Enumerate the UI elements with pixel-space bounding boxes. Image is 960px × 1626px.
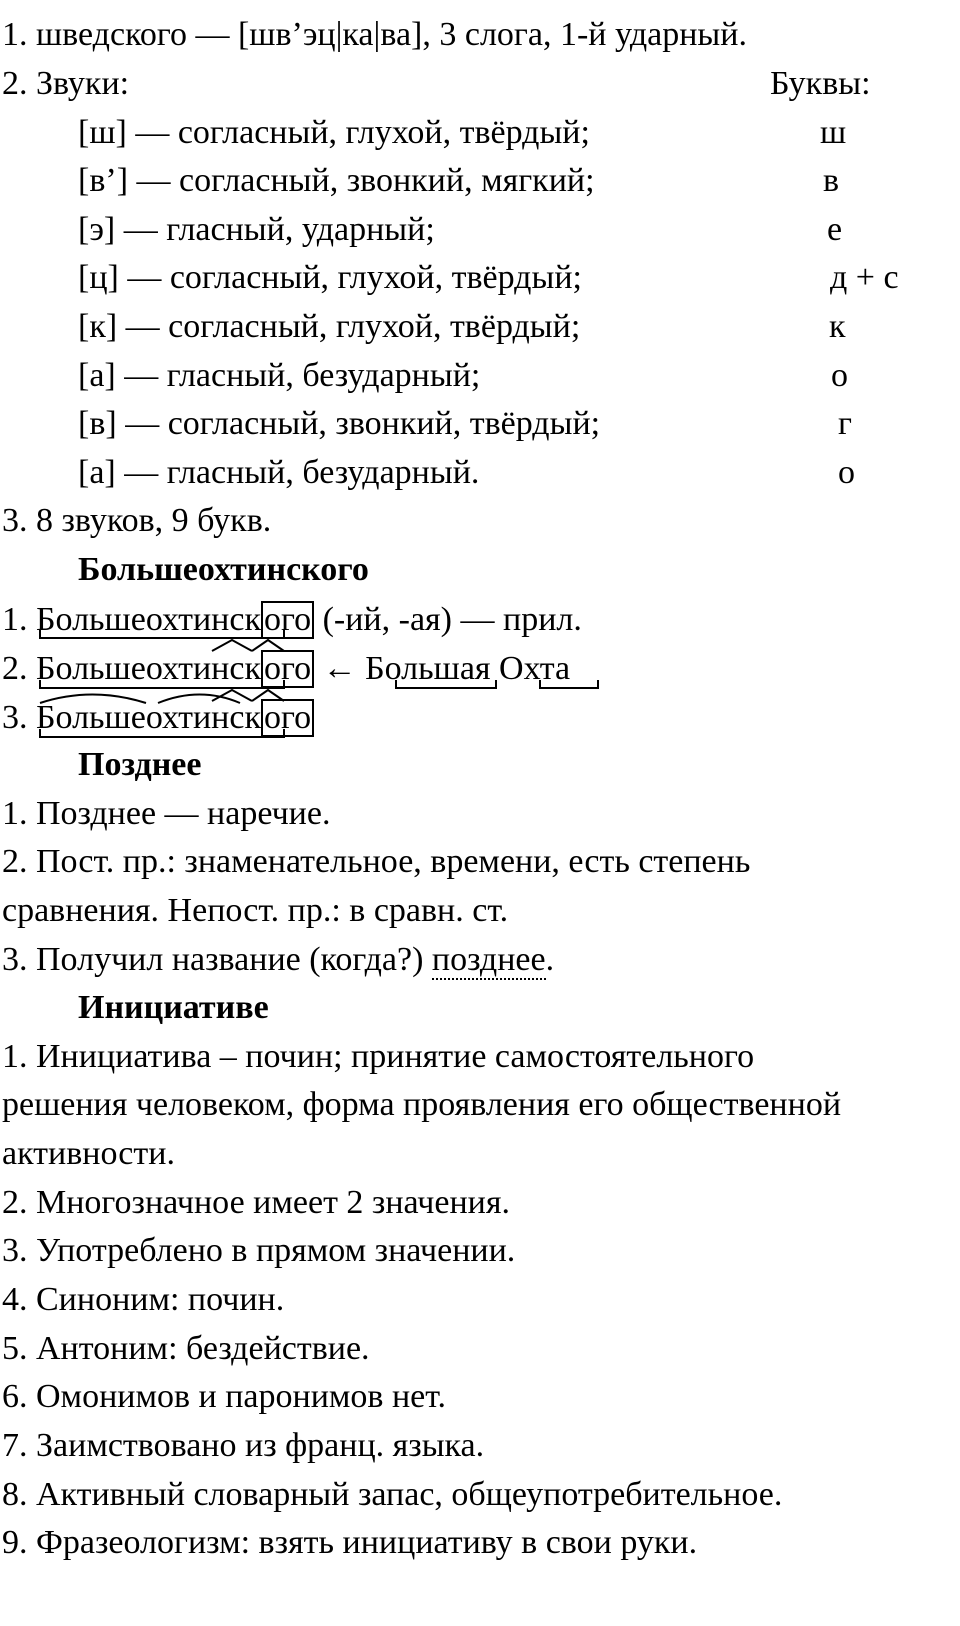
derivation-text: ← Большая Охта [314,650,571,687]
item-number: 1. [2,601,36,638]
heading-bolsheokhtinskogo: Большеохтинского [78,551,369,588]
pozdnee-line-2b: сравнения. Непост. пр.: в сравн. ст. [2,892,509,929]
initsiative-line: 6. Омонимов и паронимов нет. [2,1378,447,1415]
sound-row: [в’] — согласный, звонкий, мягкий; [78,162,595,199]
letter-cell: о [838,454,855,491]
initsiative-line: 9. Фразеологизм: взять инициативу в свои руки. [2,1524,698,1561]
letter-cell: ш [820,114,847,151]
word-stem: Большеохтинск [36,650,261,687]
sound-row: [в] — согласный, звонкий, твёрдый; [78,405,601,442]
letter-cell: в [823,162,840,199]
letter-cell: г [838,405,852,442]
heading-initsiative: Инициативе [78,989,269,1026]
shvedskogo-line-1: 1. шведского — [шв’эц|ка|ва], 3 слога, 1-й ударный. [2,16,747,53]
word-stem: Большеохтинск [36,699,261,736]
pozdnee-line-1: 1. Позднее — наречие. [2,795,331,832]
initsiative-line: 3. Употреблено в прямом значении. [2,1232,516,1269]
initsiative-line: 5. Антоним: бездействие. [2,1330,370,1367]
pozdnee-line-2a: 2. Пост. пр.: знаменательное, времени, есть степень [2,843,751,880]
word-base: Большеохтинск [36,601,261,638]
sounds-label: 2. Звуки: [2,65,130,102]
initsiative-line: 7. Заимствовано из франц. языка. [2,1427,485,1464]
initsiative-line: 2. Многозначное имеет 2 значения. [2,1184,511,1221]
sound-row: [э] — гласный, ударный; [78,211,435,248]
bolsheokh-line-1 [2,601,582,639]
letter-cell: к [829,308,846,345]
heading-pozdnee: Позднее [78,746,202,783]
sound-row: [ц] — согласный, глухой, твёрдый; [78,259,582,296]
initsiative-line: 4. Синоним: почин. [2,1281,285,1318]
initsiative-line: активности. [2,1135,175,1172]
sound-row: [а] — гласный, безударный; [78,357,481,394]
letter-cell: д + с [830,259,899,296]
word-ending: ого [261,601,314,639]
sentence-end: . [545,941,555,978]
bolsheokh-line-2 [2,650,570,688]
sound-row: [ш] — согласный, глухой, твёрдый; [78,114,590,151]
letter-cell: о [831,357,848,394]
pozdnee-line-3 [2,943,554,977]
initsiative-line: 1. Инициатива – почин; принятие самостоятельного [2,1038,755,1075]
letters-label: Буквы: [770,65,871,102]
initsiative-line: 8. Активный словарный запас, общеупотребительное. [2,1476,783,1513]
word-ending: ого [261,699,314,737]
sound-row: [а] — гласный, безударный. [78,454,480,491]
item-number: 3. [2,699,36,736]
initsiative-line: решения человеком, форма проявления его общественной [2,1086,842,1123]
sentence-text: 3. Получил название (когда?) [2,941,432,978]
shvedskogo-line-3: 3. 8 звуков, 9 букв. [2,502,272,539]
bolsheokh-line-3 [2,699,314,737]
letter-cell: е [827,211,843,248]
note-text: (-ий, -ая) — прил. [314,601,582,638]
word-ending: ого [261,650,314,688]
item-number: 2. [2,650,36,687]
sound-row: [к] — согласный, глухой, твёрдый; [78,308,581,345]
adverbial-word: позднее [431,941,546,978]
